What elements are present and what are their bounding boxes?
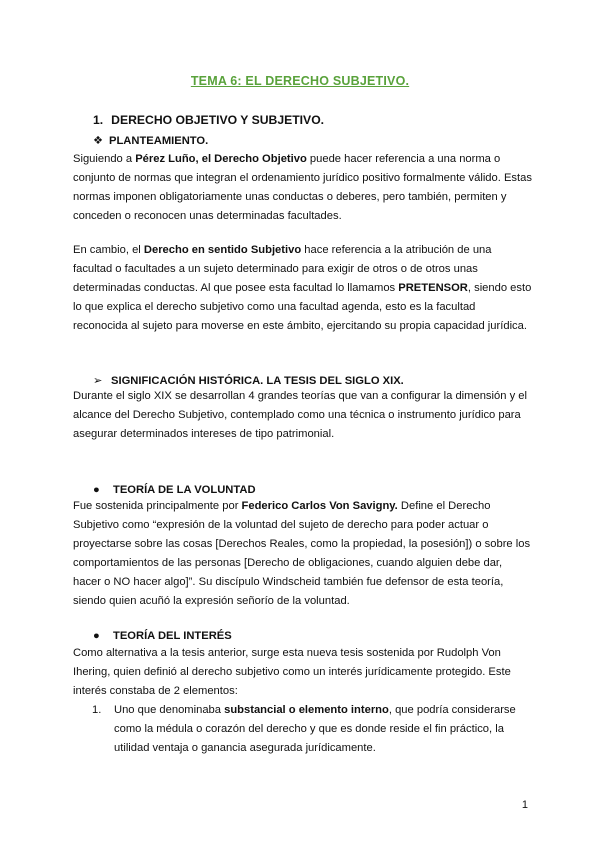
subheading-text: TEORÍA DE LA VOLUNTAD xyxy=(113,484,256,496)
paragraph-derecho-objetivo xyxy=(73,150,533,226)
subheading-text: PLANTEAMIENTO. xyxy=(109,135,209,147)
bold-run: Federico Carlos Von Savigny. xyxy=(241,500,398,512)
bold-run: Derecho en sentido Subjetivo xyxy=(143,244,302,256)
list-item-text xyxy=(114,701,534,758)
text-run: hace referencia a la atribución de una facultad o facultades a un sujeto determinado para exigir de otros o de otros unas determinadas conductas. Al que posee esta facultad lo llamamos xyxy=(73,244,492,294)
page-number: 1 xyxy=(521,799,528,811)
text-run: , que podría considerarse como la médula o corazón del derecho y que es donde reside el fin práctico, la utilidad ventaja o ganancia asegurada jurídicamente. xyxy=(114,704,516,754)
subheading-text: TEORÍA DEL INTERÉS xyxy=(113,630,232,642)
subheading-significacion-historica xyxy=(93,374,404,387)
dot-bullet-icon: ● xyxy=(93,630,100,642)
document-title: TEMA 6: EL DERECHO SUBJETIVO. xyxy=(190,74,410,88)
section-heading-derecho-objetivo xyxy=(93,113,324,127)
text-run: , siendo esto lo que explica el derecho subjetivo como una facultad agenda, esto es la facultad reconocida al sujeto para moverse en este ámbito, ejercitando su propia capacidad jurídica. xyxy=(73,282,532,332)
subheading-teoria-voluntad xyxy=(93,484,256,496)
section-number: 1. xyxy=(93,113,104,127)
paragraph-teoria-interes: Como alternativa a la tesis anterior, surge esta nueva tesis sostenida por Rudolph Von Ihering, quien definió al derecho subjetivo como un interés jurídicamente protegido. Este interés constaba de 2 elementos: xyxy=(73,647,511,697)
subheading-text: SIGNIFICACIÓN HISTÓRICA. LA TESIS DEL SIGLO XIX. xyxy=(111,375,404,387)
subheading-teoria-interes xyxy=(93,630,232,642)
text-run: Fue sostenida principalmente por xyxy=(73,500,242,512)
diamond-bullet-icon: ❖ xyxy=(93,135,104,147)
paragraph-derecho-subjetivo xyxy=(73,241,533,336)
subheading-planteamiento xyxy=(93,134,208,147)
text-run: En cambio, el xyxy=(73,244,144,256)
paragraph-siglo-xix: Durante el siglo XIX se desarrollan 4 grandes teorías que van a configurar la dimensión y el alcance del Derecho Subjetivo, contemplado como una técnica o instrumento jurídico para asegurar determinados intereses de tipo patrimonial. xyxy=(73,390,527,440)
text-run: Siguiendo a xyxy=(73,153,136,165)
text-run: Uno que denominaba xyxy=(114,704,225,716)
arrow-bullet-icon: ➢ xyxy=(93,375,103,387)
paragraph-teoria-voluntad xyxy=(73,497,533,611)
bold-run: PRETENSOR xyxy=(398,282,468,294)
bold-run: Pérez Luño, el Derecho Objetivo xyxy=(135,153,307,165)
text-run: Define el Derecho Subjetivo como “expresión de la voluntad del sujeto de derecho para poder actuar o proyectarse sobre las cosas [Derechos Reales, como la propiedad, la posesión]) o sobre los comportamientos de las personas [Derecho de obligaciones, cuando alguien debe dar, hacer o NO hacer algo]”. Su discípulo Windscheid también fue defensor de esta teoría, siendo quien acuñó la expresión señorío de la voluntad. xyxy=(73,500,531,607)
bold-run: substancial o elemento interno xyxy=(224,704,389,716)
section-title: DERECHO OBJETIVO Y SUBJETIVO. xyxy=(111,113,325,127)
list-item-number: 1. xyxy=(92,704,102,716)
text-run: puede hacer referencia a una norma o conjunto de normas que integran el ordenamiento jurídico positivo formalmente válido. Estas normas imponen obligatoriamente unas conductas o deberes, pero también, permiten y conceden o reconocen unas determinadas facultades. xyxy=(73,153,532,222)
dot-bullet-icon: ● xyxy=(93,484,100,496)
